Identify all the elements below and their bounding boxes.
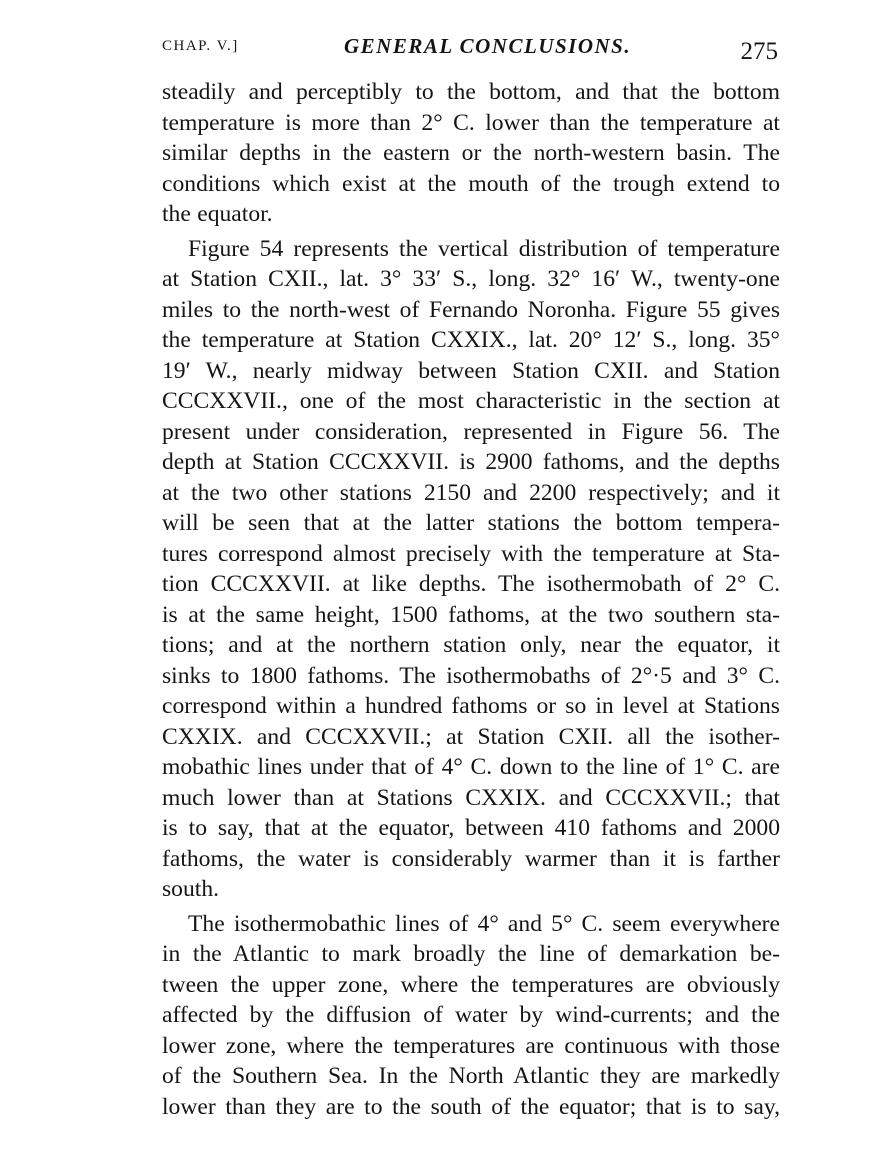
- text-line: is at the same height, 1500 fathoms, at the two southern sta-: [162, 601, 780, 628]
- text-line: mobathic lines under that of 4° C. down to the line of 1° C. are: [162, 754, 780, 780]
- running-title: GENERAL CONCLUSIONS.: [344, 34, 632, 58]
- text-line: the temperature at Station CXXIX., lat. 20° 12′ S., long. 35°: [162, 327, 780, 353]
- paragraph-2: [162, 234, 780, 905]
- text-line: lower than they are to the south of the equator; that is to say,: [162, 1093, 780, 1120]
- text-line: south.: [162, 876, 220, 902]
- chapter-label: CHAP. V.]: [162, 38, 239, 54]
- text-line: will be seen that at the latter stations the bottom tempera-: [162, 510, 780, 536]
- text-line: the equator.: [162, 201, 273, 227]
- text-line: CXXIX. and CCCXXVII.; at Station CXII. all the isother-: [162, 723, 780, 750]
- text-line: of the Southern Sea. In the North Atlantic they are markedly: [162, 1063, 780, 1089]
- text-line: Figure 54 represents the vertical distribution of temperature: [188, 235, 780, 262]
- text-line: conditions which exist at the mouth of the trough extend to: [162, 170, 780, 197]
- text-line: tions; and at the northern station only, near the equator, it: [162, 632, 780, 658]
- text-line: steadily and perceptibly to the bottom, and that the bottom: [162, 79, 780, 105]
- text-line: tween the upper zone, where the temperatures are obviously: [162, 971, 780, 998]
- text-line: depth at Station CCCXXVII. is 2900 fathoms, and the depths: [162, 449, 780, 475]
- running-header: [162, 30, 784, 70]
- text-line: tures correspond almost precisely with the temperature at Sta-: [162, 540, 780, 567]
- text-line: at the two other stations 2150 and 2200 respectively; and it: [162, 479, 780, 506]
- text-line: much lower than at Stations CXXIX. and CCCXXVII.; that: [162, 784, 780, 811]
- text-line: fathoms, the water is considerably warmer than it is farther: [162, 845, 780, 872]
- body-text: [162, 77, 780, 1122]
- text-line: sinks to 1800 fathoms. The isothermobaths of 2°·5 and 3° C.: [162, 662, 780, 689]
- text-line: affected by the diffusion of water by wind-currents; and the: [162, 1002, 780, 1028]
- text-line: lower zone, where the temperatures are continuous with those: [162, 1032, 780, 1059]
- paragraph-1: [162, 77, 780, 230]
- text-line: temperature is more than 2° C. lower than the temperature at: [162, 109, 780, 136]
- text-line: The isothermobathic lines of 4° and 5° C. seem everywhere: [188, 910, 780, 937]
- page-number: 275: [740, 38, 778, 65]
- text-line: similar depths in the eastern or the north-western basin. The: [162, 140, 780, 166]
- text-line: is to say, that at the equator, between 410 fathoms and 2000: [162, 815, 780, 841]
- paragraph-3: [162, 909, 780, 1123]
- text-line: correspond within a hundred fathoms or so in level at Stations: [162, 693, 780, 719]
- text-line: CCCXXVII., one of the most characteristic in the section at: [162, 388, 780, 414]
- text-line: miles to the north-west of Fernando Noronha. Figure 55 gives: [162, 296, 780, 323]
- text-line: tion CCCXXVII. at like depths. The isothermobath of 2° C.: [162, 571, 780, 597]
- text-line: at Station CXII., lat. 3° 33′ S., long. 32° 16′ W., twenty-one: [162, 266, 780, 292]
- text-line: 19′ W., nearly midway between Station CXII. and Station: [162, 357, 780, 384]
- text-line: present under consideration, represented in Figure 56. The: [162, 418, 780, 445]
- text-line: in the Atlantic to mark broadly the line of demarkation be-: [162, 941, 780, 967]
